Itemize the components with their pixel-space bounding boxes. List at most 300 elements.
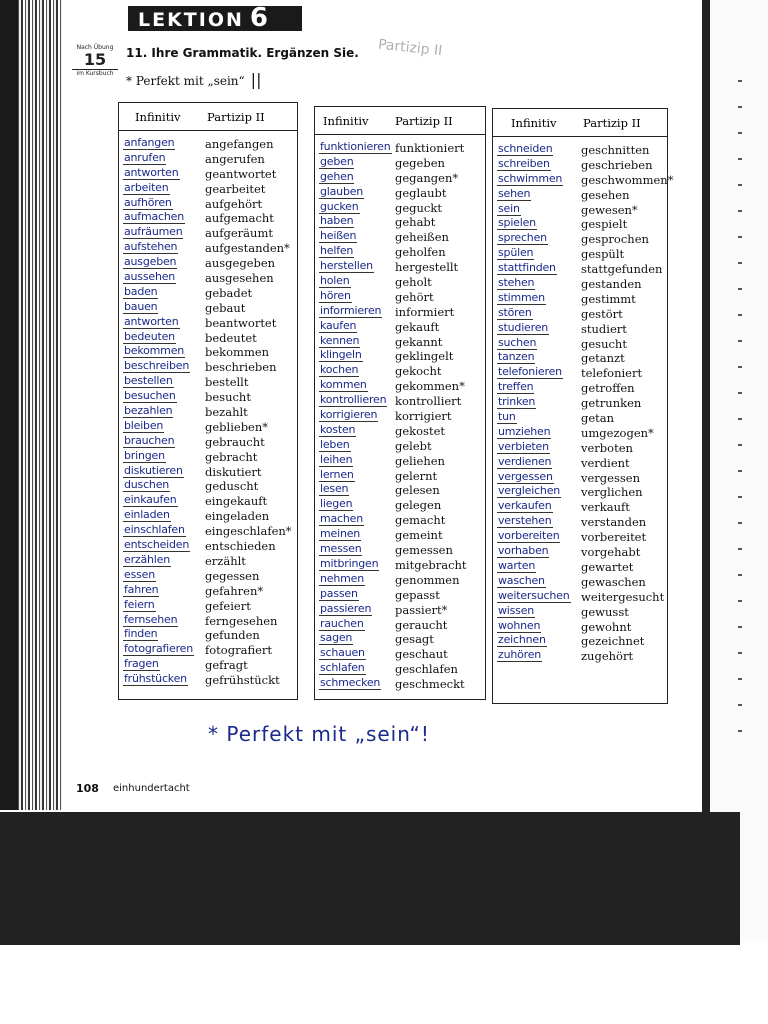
partizip-form: gespielt: [581, 217, 628, 232]
verb-row: [497, 471, 665, 486]
partizip-form: gestanden: [581, 277, 642, 292]
partizip-form: fotografiert: [205, 643, 273, 658]
partizip-form: geguckt: [395, 200, 442, 215]
handwritten-infinitive: bekommen: [124, 344, 185, 358]
verb-row: [497, 366, 665, 381]
handwritten-infinitive: stören: [498, 305, 532, 319]
verb-row: [497, 634, 665, 649]
partizip-form: gewartet: [581, 559, 634, 574]
verb-table-column-2: [314, 106, 486, 700]
handwritten-infinitive: fahren: [124, 582, 159, 596]
verb-row: [123, 390, 295, 405]
partizip-form: geheißen: [395, 230, 449, 245]
handwritten-infinitive: kaufen: [320, 318, 357, 332]
handwritten-infinitive: kontrollieren: [320, 393, 387, 407]
verb-row: [123, 569, 295, 584]
verb-row: [497, 515, 665, 530]
partizip-form: umgezogen*: [581, 425, 654, 440]
verb-row: [123, 420, 295, 435]
partizip-form: gegangen*: [395, 170, 459, 185]
faint-handwriting: Partizip II: [377, 36, 444, 60]
verb-row: [497, 411, 665, 426]
handwritten-infinitive: aufräumen: [124, 225, 183, 239]
verb-row: [319, 632, 483, 647]
handwritten-infinitive: tun: [498, 410, 516, 424]
handwritten-infinitive: verbieten: [498, 439, 549, 453]
verb-row: [123, 182, 295, 197]
verb-table-column-3: [492, 108, 674, 704]
verb-row: [497, 560, 665, 575]
verb-row: [497, 171, 674, 188]
handwritten-infinitive: einkaufen: [124, 493, 177, 507]
handwritten-infinitive: aussehen: [124, 270, 176, 284]
partizip-form: gezeichnet: [581, 634, 645, 649]
partizip-form: geliehen: [395, 453, 445, 468]
handwritten-infinitive: baden: [124, 284, 158, 298]
partizip-form: eingeladen: [205, 509, 270, 524]
partizip-form: gebracht: [205, 449, 258, 464]
partizip-form: telefoniert: [581, 366, 643, 381]
handwritten-infinitive: antworten: [124, 165, 179, 179]
handwritten-infinitive: finden: [124, 627, 158, 641]
partizip-form: vorgehabt: [581, 545, 641, 560]
handwritten-infinitive: geben: [320, 154, 354, 168]
header-partizip: Partizip II: [207, 110, 265, 124]
partizip-form: studiert: [581, 321, 627, 336]
partizip-form: funktioniert: [395, 141, 465, 155]
verb-row: [319, 618, 483, 633]
verb-row: [123, 584, 295, 599]
verb-row: [497, 232, 665, 247]
handwritten-infinitive: verdienen: [498, 454, 552, 468]
partizip-form: geblieben*: [205, 419, 269, 434]
column-header: [493, 109, 667, 137]
verb-row: [123, 331, 295, 346]
verb-row: [319, 483, 483, 498]
book-spine-edge: [0, 0, 18, 810]
handwritten-infinitive: sein: [498, 201, 520, 215]
partizip-form: gefrühstückt: [205, 673, 280, 688]
handwritten-infinitive: schwimmen: [498, 171, 563, 185]
verb-row: [123, 435, 295, 450]
handwritten-infinitive: sprechen: [498, 231, 547, 245]
partizip-form: gekostet: [395, 423, 446, 438]
verb-row: [319, 275, 483, 290]
verb-row: [123, 405, 295, 420]
handwritten-infinitive: bedeuten: [124, 329, 175, 343]
handwritten-infinitive: bestellen: [124, 374, 173, 388]
handwritten-infinitive: passieren: [320, 601, 372, 615]
verb-row: [497, 247, 665, 262]
cross-reference-top: Nach Übung: [76, 44, 114, 51]
verb-row: [497, 262, 665, 277]
partizip-form: angefangen: [205, 137, 274, 151]
handwritten-infinitive: brauchen: [124, 433, 175, 447]
verb-row: [497, 322, 665, 337]
partizip-form: verboten: [581, 440, 633, 455]
handwritten-infinitive: machen: [320, 512, 364, 526]
verb-row: [319, 230, 483, 245]
partizip-form: gekannt: [395, 334, 443, 349]
handwritten-infinitive: stattfinden: [498, 261, 556, 275]
partizip-form: diskutiert: [205, 464, 262, 479]
handwritten-infinitive: haben: [320, 214, 354, 228]
partizip-form: hergestellt: [395, 260, 459, 275]
partizip-form: bestellt: [205, 375, 249, 390]
verb-row: [319, 201, 483, 216]
handwritten-infinitive: gehen: [320, 169, 354, 183]
header-infinitiv: Infinitiv: [323, 114, 369, 128]
partizip-form: geduscht: [205, 479, 259, 494]
verb-row: [123, 628, 295, 643]
handwritten-infinitive: feiern: [124, 597, 155, 611]
handwritten-infinitive: kosten: [320, 422, 356, 436]
partizip-form: passiert*: [395, 602, 448, 617]
verb-row: [319, 215, 483, 230]
handwritten-infinitive: ausgeben: [124, 255, 177, 269]
page-right-edge: [702, 0, 710, 820]
partizip-form: gewusst: [581, 604, 629, 619]
partizip-form: bekommen: [205, 345, 270, 360]
subtitle-text: * Perfekt mit „sein“: [126, 74, 245, 88]
partizip-form: gestört: [581, 306, 623, 321]
verb-row: [319, 394, 483, 409]
verb-row: [123, 226, 295, 241]
handwritten-infinitive: lernen: [320, 467, 354, 481]
partizip-form: mitgebracht: [395, 557, 467, 572]
partizip-form: korrigiert: [395, 409, 452, 424]
handwritten-infinitive: antworten: [124, 314, 179, 328]
handwritten-infinitive: treffen: [498, 380, 534, 394]
partizip-form: geraucht: [395, 617, 448, 632]
handwritten-infinitive: fotografieren: [124, 642, 194, 656]
partizip-form: aufgestanden*: [205, 241, 290, 256]
cross-reference: [72, 44, 118, 77]
handwritten-infinitive: meinen: [320, 527, 361, 541]
partizip-form: gesehen: [581, 187, 630, 202]
verb-row: [319, 156, 483, 171]
verb-row: [497, 530, 665, 545]
partizip-form: gekocht: [395, 364, 442, 379]
partizip-form: gelesen: [395, 483, 440, 498]
handwritten-infinitive: frühstücken: [124, 672, 187, 686]
verb-row: [319, 543, 483, 558]
handwritten-infinitive: einschlafen: [124, 523, 185, 537]
verb-row: [319, 379, 483, 394]
handwritten-infinitive: liegen: [320, 497, 353, 511]
verb-row: [319, 424, 483, 439]
partizip-form: verdient: [581, 455, 630, 470]
handwritten-infinitive: arbeiten: [124, 180, 169, 194]
verb-row: [497, 485, 665, 500]
partizip-form: gekommen*: [395, 379, 465, 394]
header-infinitiv: Infinitiv: [511, 116, 557, 130]
partizip-form: erzählt: [205, 553, 246, 568]
partizip-form: eingekauft: [205, 494, 268, 509]
handwritten-infinitive: weitersuchen: [498, 588, 570, 602]
partizip-form: gestimmt: [581, 291, 636, 306]
partizip-form: geantwortet: [205, 166, 277, 181]
verb-row: [497, 590, 665, 605]
verb-row: [497, 500, 665, 515]
verb-row: [497, 545, 665, 560]
handwritten-infinitive: wohnen: [498, 618, 541, 632]
partizip-form: geschnitten: [581, 143, 650, 157]
verb-row: [123, 137, 295, 152]
handwritten-infinitive: klingeln: [320, 348, 362, 362]
handwritten-infinitive: verkaufen: [498, 499, 552, 513]
partizip-form: stattgefunden: [581, 262, 663, 277]
verb-row: [123, 360, 295, 375]
handwritten-infinitive: rauchen: [320, 616, 364, 630]
handwritten-infinitive: herstellen: [320, 259, 373, 273]
partizip-form: verkauft: [581, 500, 630, 515]
partizip-form: gefragt: [205, 658, 248, 673]
verb-row: [497, 351, 665, 366]
handwritten-infinitive: leihen: [320, 452, 353, 466]
verb-row: [123, 539, 295, 554]
exercise-title: 11. Ihre Grammatik. Ergänzen Sie.: [126, 46, 359, 60]
handwritten-infinitive: diskutieren: [124, 463, 183, 477]
verb-row: [497, 158, 665, 173]
verb-row: [319, 662, 483, 677]
handwritten-infinitive: suchen: [498, 335, 537, 349]
verb-row: [497, 188, 665, 203]
verb-row: [123, 241, 295, 256]
partizip-form: ferngesehen: [205, 613, 278, 628]
partizip-form: gesagt: [395, 632, 434, 647]
partizip-form: verglichen: [581, 485, 643, 500]
verb-row: [497, 620, 665, 635]
handwritten-infinitive: zeichnen: [498, 633, 546, 647]
partizip-form: gewesen*: [581, 202, 638, 217]
partizip-form: gespült: [581, 247, 625, 262]
verb-row: [123, 256, 295, 271]
handwritten-infinitive: lesen: [320, 482, 349, 496]
verb-row: [497, 396, 665, 411]
handwritten-infinitive: spielen: [498, 216, 536, 230]
handwritten-infinitive: nehmen: [320, 571, 364, 585]
partizip-form: informiert: [395, 304, 455, 319]
handwritten-infinitive: schauen: [320, 646, 365, 660]
partizip-form: besucht: [205, 390, 251, 405]
partizip-form: gepasst: [395, 587, 440, 602]
page-number-word: einhundertacht: [113, 783, 190, 794]
partizip-form: verstanden: [581, 515, 647, 530]
partizip-form: geschwommen*: [581, 172, 674, 187]
verb-row: [319, 677, 483, 692]
verb-row: [123, 301, 295, 316]
verb-row: [319, 335, 483, 350]
partizip-form: gemacht: [395, 513, 446, 528]
partizip-form: weitergesucht: [581, 589, 665, 604]
handwritten-infinitive: vergleichen: [498, 484, 561, 498]
handwritten-infinitive: stimmen: [498, 290, 545, 304]
verb-row: [319, 439, 483, 454]
verb-row: [319, 290, 483, 305]
handwritten-infinitive: bringen: [124, 448, 165, 462]
verb-row: [319, 454, 483, 469]
handwritten-infinitive: erzählen: [124, 552, 170, 566]
partizip-form: gehört: [395, 289, 434, 304]
verb-row: [497, 456, 665, 471]
partizip-form: gefahren*: [205, 583, 264, 598]
partizip-form: gebadet: [205, 285, 253, 300]
partizip-form: geschaut: [395, 647, 448, 662]
verb-row: [123, 479, 295, 494]
lektion-number: 6: [249, 3, 270, 33]
partizip-form: beantwortet: [205, 315, 277, 330]
handwritten-infinitive: leben: [320, 437, 350, 451]
verb-row: [123, 524, 295, 539]
handwritten-infinitive: studieren: [498, 320, 549, 334]
verb-row: [319, 603, 483, 618]
verb-row: [319, 364, 483, 379]
verb-row: [497, 649, 665, 664]
verb-row: [497, 605, 665, 620]
handwritten-infinitive: tanzen: [498, 350, 535, 364]
handwritten-infinitive: bauen: [124, 299, 158, 313]
partizip-form: bedeutet: [205, 330, 257, 345]
verb-row: [123, 599, 295, 614]
partizip-form: angerufen: [205, 151, 265, 166]
handwritten-infinitive: warten: [498, 558, 536, 572]
verb-row: [123, 316, 295, 331]
verb-row: [319, 409, 483, 424]
handwritten-infinitive: fragen: [124, 657, 159, 671]
handwritten-infinitive: mitbringen: [320, 556, 379, 570]
verb-row: [319, 349, 483, 364]
handwritten-infinitive: funktionieren: [320, 140, 391, 153]
partizip-form: eingeschlafen*: [205, 524, 292, 539]
partizip-form: geschrieben: [581, 157, 653, 172]
handwritten-infinitive: telefonieren: [498, 365, 562, 379]
partizip-form: gegessen: [205, 568, 260, 583]
scanner-dots: [738, 80, 742, 740]
header-infinitiv: Infinitiv: [135, 110, 181, 124]
verb-row: [319, 558, 483, 573]
handwritten-infinitive: holen: [320, 274, 350, 288]
verb-row: [319, 186, 483, 201]
handwritten-infinitive: duschen: [124, 478, 170, 492]
verb-row: [497, 217, 665, 232]
verb-row: [319, 260, 483, 275]
handwritten-infinitive: glauben: [320, 184, 364, 198]
verb-row: [497, 292, 665, 307]
verb-table-column-1: [118, 102, 298, 700]
verb-row: [497, 441, 665, 456]
partizip-form: vergessen: [581, 470, 640, 485]
handwritten-infinitive: beschreiben: [124, 359, 190, 373]
handwritten-infinitive: messen: [320, 542, 362, 556]
handwritten-infinitive: kennen: [320, 333, 360, 347]
handwritten-infinitive: anfangen: [124, 136, 175, 149]
partizip-form: gemessen: [395, 543, 453, 558]
partizip-form: gehabt: [395, 215, 436, 230]
handwritten-infinitive: heißen: [320, 229, 357, 243]
handwritten-infinitive: schmecken: [320, 676, 381, 690]
partizip-form: geglaubt: [395, 185, 447, 200]
header-partizip: Partizip II: [395, 114, 453, 128]
handwritten-infinitive: vergessen: [498, 469, 553, 483]
partizip-form: geklingelt: [395, 349, 454, 364]
partizip-form: aufgehört: [205, 196, 263, 211]
partizip-form: gebaut: [205, 300, 246, 315]
verb-row: [497, 203, 665, 218]
verb-row: [123, 375, 295, 390]
partizip-form: getrunken: [581, 396, 642, 411]
verb-row: [497, 337, 665, 352]
partizip-form: vorbereitet: [581, 530, 647, 545]
handwritten-infinitive: bezahlen: [124, 404, 173, 418]
column-header: [119, 103, 297, 131]
handwritten-infinitive: aufmachen: [124, 210, 184, 224]
partizip-form: geholt: [395, 275, 432, 290]
verb-row: [319, 141, 483, 156]
handwritten-infinitive: korrigieren: [320, 408, 378, 422]
verb-row: [123, 197, 295, 212]
verb-row: [123, 152, 295, 167]
handwritten-infinitive: essen: [124, 567, 155, 581]
partizip-form: getan: [581, 411, 615, 426]
handwritten-infinitive: einladen: [124, 508, 170, 522]
verb-row: [123, 450, 295, 465]
partizip-form: gemeint: [395, 528, 443, 543]
verb-row: [123, 211, 295, 226]
verb-row: [123, 643, 295, 658]
verb-row: [123, 658, 295, 673]
partizip-form: gesprochen: [581, 232, 649, 247]
handwritten-marks: ||: [250, 70, 262, 89]
handwritten-infinitive: waschen: [498, 573, 545, 587]
handwritten-infinitive: spülen: [498, 246, 534, 260]
column-header: [315, 107, 485, 135]
verb-row: [123, 286, 295, 301]
verb-row: [319, 588, 483, 603]
handwritten-infinitive: anrufen: [124, 150, 166, 164]
handwritten-infinitive: aufhören: [124, 195, 172, 209]
lektion-label: LEKTION: [138, 9, 244, 31]
partizip-form: gelernt: [395, 468, 438, 483]
verb-row: [319, 573, 483, 588]
verb-row: [497, 143, 665, 158]
verb-row: [497, 277, 665, 292]
partizip-form: zugehört: [581, 649, 634, 664]
handwritten-infinitive: kochen: [320, 363, 359, 377]
partizip-form: geholfen: [395, 245, 446, 260]
handwritten-infinitive: zuhören: [498, 648, 542, 662]
handwritten-infinitive: trinken: [498, 395, 536, 409]
partizip-form: kontrolliert: [395, 394, 462, 409]
handwritten-infinitive: vorbereiten: [498, 529, 560, 543]
handwritten-infinitive: helfen: [320, 244, 354, 258]
handwritten-infinitive: informieren: [320, 303, 382, 317]
verb-row: [319, 528, 483, 543]
handwritten-footer-note: * Perfekt mit „sein“!: [208, 722, 430, 746]
verb-row: [123, 554, 295, 569]
header-partizip: Partizip II: [583, 116, 641, 130]
exercise-subtitle: [126, 70, 261, 89]
handwritten-infinitive: aufstehen: [124, 240, 178, 254]
verb-row: [319, 513, 483, 528]
verb-row: [497, 307, 665, 322]
handwritten-infinitive: gucken: [320, 199, 359, 213]
verb-row: [123, 509, 295, 524]
partizip-form: ausgegeben: [205, 256, 276, 271]
handwritten-infinitive: fernsehen: [124, 612, 178, 626]
partizip-form: geschlafen: [395, 662, 458, 677]
partizip-form: gefeiert: [205, 598, 251, 613]
